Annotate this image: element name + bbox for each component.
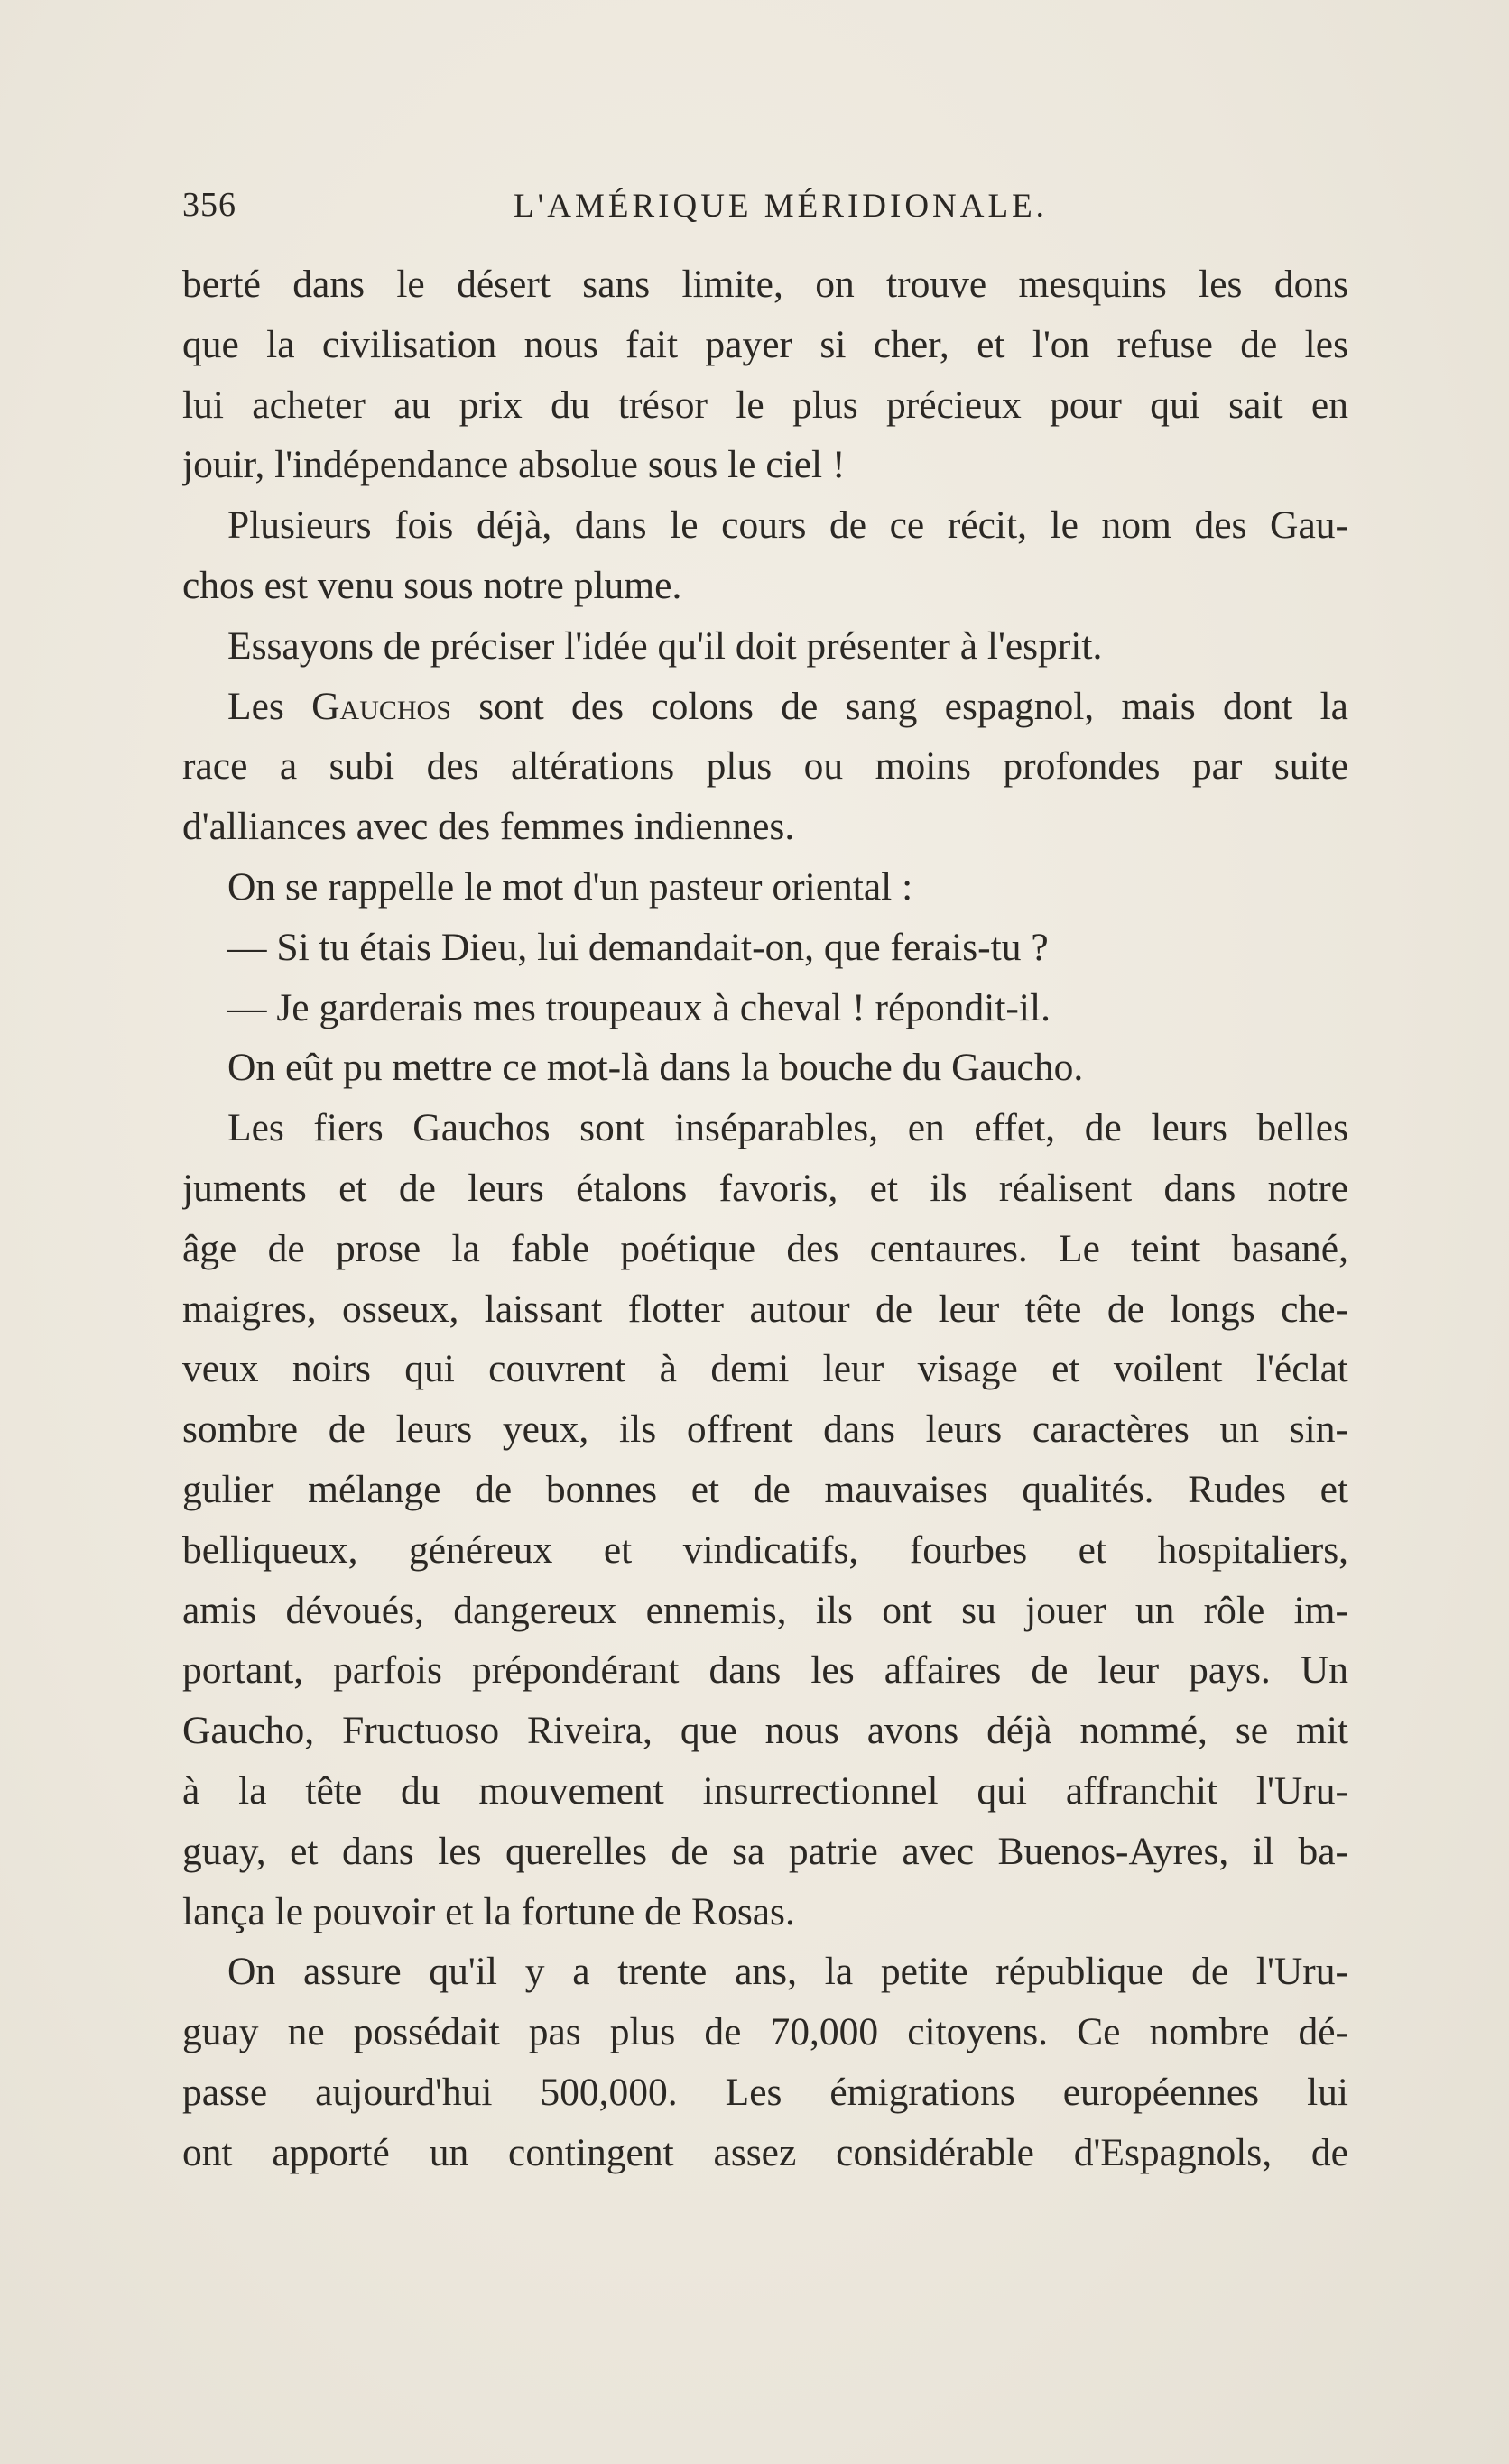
- text-line: que la civilisation nous fait payer si cher, et l'on refuse de les: [182, 322, 1348, 366]
- text-line: Les fiers Gauchos sont inséparables, en effet, de leurs belles: [227, 1106, 1348, 1150]
- page-number: 356: [182, 186, 236, 224]
- body-text: [182, 254, 1348, 2183]
- text-line: Essayons de préciser l'idée qu'il doit présenter à l'esprit.: [227, 623, 1103, 668]
- text-line: amis dévoués, dangereux ennemis, ils ont su jouer un rôle im-: [182, 1588, 1348, 1632]
- text-line: guay, et dans les querelles de sa patrie avec Buenos-Ayres, il ba-: [182, 1829, 1348, 1873]
- text-line: gulier mélange de bonnes et de mauvaises qualités. Rudes et: [182, 1467, 1348, 1511]
- small-caps-term: Gauchos: [311, 684, 451, 728]
- text-line: portant, parfois prépondérant dans les affaires de leur pays. Un: [182, 1648, 1348, 1693]
- text-line: guay ne possédait pas plus de 70,000 citoyens. Ce nombre dé-: [182, 2010, 1348, 2054]
- text-line: juments et de leurs étalons favoris, et ils réalisent dans notre: [182, 1166, 1348, 1210]
- text-line: lança le pouvoir et la fortune de Rosas.: [182, 1889, 795, 1933]
- running-head: L'AMÉRIQUE MÉRIDIONALE.: [514, 188, 1048, 225]
- text-line: — Je garderais mes troupeaux à cheval ! répondit-il.: [227, 985, 1051, 1029]
- text-line: On assure qu'il y a trente ans, la petite république de l'Uru-: [227, 1950, 1348, 1994]
- page-header: [182, 185, 1356, 230]
- text-line: chos est venu sous notre plume.: [182, 563, 682, 607]
- text-line: jouir, l'indépendance absolue sous le ciel !: [182, 443, 846, 487]
- text-line: — Si tu étais Dieu, lui demandait-on, que ferais-tu ?: [227, 925, 1049, 969]
- text-line: belliqueux, généreux et vindicatifs, fourbes et hospitaliers,: [182, 1527, 1348, 1572]
- text-line: lui acheter au prix du trésor le plus précieux pour qui sait en: [182, 383, 1348, 427]
- text-line: d'alliances avec des femmes indiennes.: [182, 805, 795, 849]
- text-line: sombre de leurs yeux, ils offrent dans leurs caractères un sin-: [182, 1407, 1348, 1452]
- text-line: maigres, osseux, laissant flotter autour de leur tête de longs che-: [182, 1287, 1348, 1331]
- text-line: ont apporté un contingent assez considérable d'Espagnols, de: [182, 2130, 1348, 2174]
- text-line: race a subi des altérations plus ou moins profondes par suite: [182, 744, 1348, 789]
- text-line: Gaucho, Fructuoso Riveira, que nous avons déjà nommé, se mit: [182, 1709, 1348, 1753]
- text-line: Les Gauchos sont des colons de sang espagnol, mais dont la: [227, 684, 1348, 728]
- text-line: âge de prose la fable poétique des centaures. Le teint basané,: [182, 1226, 1348, 1270]
- text-line: passe aujourd'hui 500,000. Les émigrations européennes lui: [182, 2070, 1348, 2114]
- text-line: Plusieurs fois déjà, dans le cours de ce récit, le nom des Gau-: [227, 503, 1348, 548]
- text-line: On eût pu mettre ce mot-là dans la bouche du Gaucho.: [227, 1046, 1084, 1090]
- text-line: berté dans le désert sans limite, on trouve mesquins les dons: [182, 263, 1348, 306]
- text-line: On se rappelle le mot d'un pasteur oriental :: [227, 864, 913, 909]
- text-line: veux noirs qui couvrent à demi leur visage et voilent l'éclat: [182, 1347, 1348, 1391]
- text-line: à la tête du mouvement insurrectionnel qui affranchit l'Uru-: [182, 1768, 1348, 1813]
